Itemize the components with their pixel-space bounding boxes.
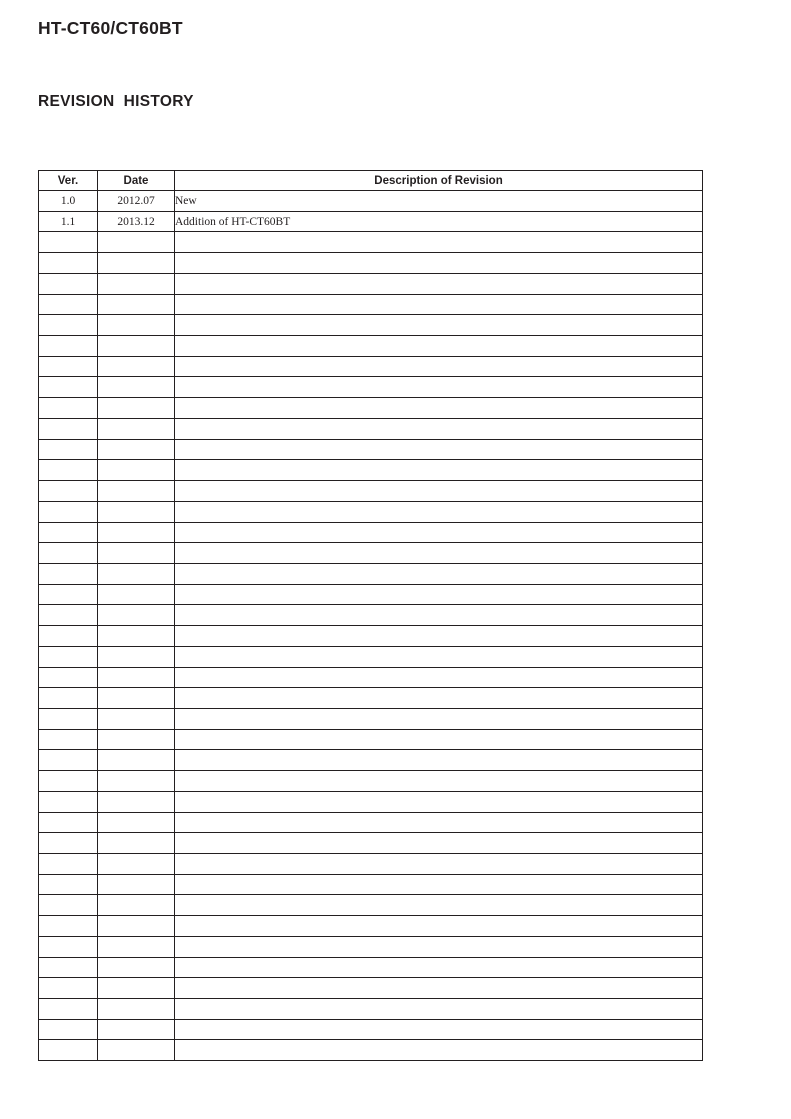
table-row	[39, 232, 703, 253]
page-title: HT-CT60/CT60BT	[38, 18, 183, 38]
ver-cell	[39, 874, 98, 895]
description-cell	[175, 294, 703, 315]
description-cell	[175, 936, 703, 957]
ver-cell	[39, 418, 98, 439]
date-cell	[98, 439, 175, 460]
table-row	[39, 294, 703, 315]
description-cell	[175, 999, 703, 1020]
table-row	[39, 543, 703, 564]
table-row	[39, 211, 703, 232]
ver-cell	[39, 315, 98, 336]
description-cell	[175, 563, 703, 584]
date-cell	[98, 253, 175, 274]
description-cell	[175, 646, 703, 667]
ver-cell	[39, 646, 98, 667]
date-cell	[98, 356, 175, 377]
date-cell: 2013.12	[98, 211, 175, 232]
table-row	[39, 833, 703, 854]
ver-cell	[39, 481, 98, 502]
table-row	[39, 750, 703, 771]
table-row	[39, 895, 703, 916]
description-cell	[175, 481, 703, 502]
table-row	[39, 356, 703, 377]
date-cell	[98, 708, 175, 729]
ver-cell	[39, 356, 98, 377]
revision-rows	[39, 191, 703, 1061]
ver-cell	[39, 460, 98, 481]
ver-cell	[39, 667, 98, 688]
ver-cell	[39, 501, 98, 522]
ver-cell	[39, 957, 98, 978]
description-cell	[175, 253, 703, 274]
table-row	[39, 854, 703, 875]
date-cell	[98, 418, 175, 439]
description-cell	[175, 729, 703, 750]
description-cell	[175, 605, 703, 626]
date-cell	[98, 895, 175, 916]
table-row	[39, 315, 703, 336]
ver-cell: 1.1	[39, 211, 98, 232]
table-row	[39, 563, 703, 584]
table-row	[39, 936, 703, 957]
ver-cell	[39, 605, 98, 626]
description-cell	[175, 688, 703, 709]
date-cell	[98, 833, 175, 854]
description-cell	[175, 957, 703, 978]
ver-cell	[39, 999, 98, 1020]
table-row	[39, 439, 703, 460]
ver-cell	[39, 273, 98, 294]
col-header-ver: Ver.	[39, 171, 98, 191]
description-cell	[175, 522, 703, 543]
table-row	[39, 1019, 703, 1040]
description-cell	[175, 273, 703, 294]
description-cell	[175, 708, 703, 729]
description-cell	[175, 1019, 703, 1040]
ver-cell	[39, 398, 98, 419]
description-cell	[175, 771, 703, 792]
col-header-date: Date	[98, 171, 175, 191]
revision-history-table	[38, 170, 703, 1061]
date-cell	[98, 481, 175, 502]
description-cell	[175, 356, 703, 377]
table-row	[39, 605, 703, 626]
date-cell	[98, 543, 175, 564]
ver-cell	[39, 563, 98, 584]
table-row	[39, 522, 703, 543]
date-cell	[98, 750, 175, 771]
table-row	[39, 729, 703, 750]
ver-cell	[39, 439, 98, 460]
date-cell	[98, 398, 175, 419]
ver-cell	[39, 812, 98, 833]
description-cell	[175, 418, 703, 439]
date-cell	[98, 936, 175, 957]
description-cell	[175, 543, 703, 564]
table-row	[39, 916, 703, 937]
table-row	[39, 377, 703, 398]
ver-cell	[39, 336, 98, 357]
description-cell	[175, 895, 703, 916]
date-cell	[98, 978, 175, 999]
description-cell	[175, 854, 703, 875]
date-cell	[98, 1040, 175, 1061]
date-cell	[98, 626, 175, 647]
date-cell	[98, 688, 175, 709]
date-cell	[98, 315, 175, 336]
table-row	[39, 708, 703, 729]
date-cell	[98, 791, 175, 812]
date-cell	[98, 916, 175, 937]
description-cell: Addition of HT-CT60BT	[175, 211, 703, 232]
table-row	[39, 957, 703, 978]
description-cell	[175, 1040, 703, 1061]
table-row	[39, 398, 703, 419]
table-row	[39, 791, 703, 812]
date-cell	[98, 854, 175, 875]
table-row	[39, 978, 703, 999]
date-cell	[98, 812, 175, 833]
description-cell	[175, 232, 703, 253]
description-cell	[175, 750, 703, 771]
description-cell	[175, 584, 703, 605]
date-cell	[98, 999, 175, 1020]
description-cell	[175, 460, 703, 481]
table-row	[39, 418, 703, 439]
table-row	[39, 273, 703, 294]
ver-cell	[39, 916, 98, 937]
ver-cell	[39, 688, 98, 709]
date-cell	[98, 294, 175, 315]
table-row	[39, 481, 703, 502]
ver-cell	[39, 936, 98, 957]
description-cell	[175, 336, 703, 357]
ver-cell	[39, 522, 98, 543]
description-cell	[175, 978, 703, 999]
description-cell: New	[175, 191, 703, 212]
description-cell	[175, 791, 703, 812]
ver-cell	[39, 978, 98, 999]
date-cell	[98, 667, 175, 688]
date-cell	[98, 646, 175, 667]
table-row	[39, 584, 703, 605]
date-cell	[98, 957, 175, 978]
ver-cell	[39, 584, 98, 605]
ver-cell	[39, 1040, 98, 1061]
description-cell	[175, 916, 703, 937]
ver-cell	[39, 543, 98, 564]
date-cell	[98, 563, 175, 584]
date-cell	[98, 273, 175, 294]
ver-cell	[39, 253, 98, 274]
date-cell	[98, 460, 175, 481]
table-row	[39, 667, 703, 688]
ver-cell	[39, 854, 98, 875]
date-cell: 2012.07	[98, 191, 175, 212]
date-cell	[98, 377, 175, 398]
header-row	[39, 171, 703, 191]
description-cell	[175, 874, 703, 895]
description-cell	[175, 501, 703, 522]
table-row	[39, 253, 703, 274]
table-row	[39, 336, 703, 357]
date-cell	[98, 232, 175, 253]
ver-cell	[39, 626, 98, 647]
ver-cell	[39, 771, 98, 792]
ver-cell	[39, 729, 98, 750]
ver-cell	[39, 294, 98, 315]
date-cell	[98, 584, 175, 605]
col-header-description: Description of Revision	[175, 171, 703, 191]
description-cell	[175, 812, 703, 833]
ver-cell	[39, 833, 98, 854]
table-row	[39, 191, 703, 212]
date-cell	[98, 874, 175, 895]
date-cell	[98, 336, 175, 357]
table-row	[39, 1040, 703, 1061]
table-row	[39, 646, 703, 667]
date-cell	[98, 501, 175, 522]
description-cell	[175, 377, 703, 398]
ver-cell	[39, 895, 98, 916]
date-cell	[98, 522, 175, 543]
section-heading: REVISION HISTORY	[38, 93, 194, 110]
table-row	[39, 688, 703, 709]
ver-cell	[39, 232, 98, 253]
ver-cell: 1.0	[39, 191, 98, 212]
table-row	[39, 812, 703, 833]
table-row	[39, 626, 703, 647]
description-cell	[175, 626, 703, 647]
table-row	[39, 874, 703, 895]
ver-cell	[39, 1019, 98, 1040]
description-cell	[175, 667, 703, 688]
table-row	[39, 999, 703, 1020]
table-row	[39, 460, 703, 481]
description-cell	[175, 833, 703, 854]
date-cell	[98, 771, 175, 792]
description-cell	[175, 439, 703, 460]
ver-cell	[39, 791, 98, 812]
date-cell	[98, 729, 175, 750]
date-cell	[98, 1019, 175, 1040]
ver-cell	[39, 708, 98, 729]
table-row	[39, 771, 703, 792]
description-cell	[175, 315, 703, 336]
date-cell	[98, 605, 175, 626]
ver-cell	[39, 377, 98, 398]
ver-cell	[39, 750, 98, 771]
description-cell	[175, 398, 703, 419]
table-row	[39, 501, 703, 522]
